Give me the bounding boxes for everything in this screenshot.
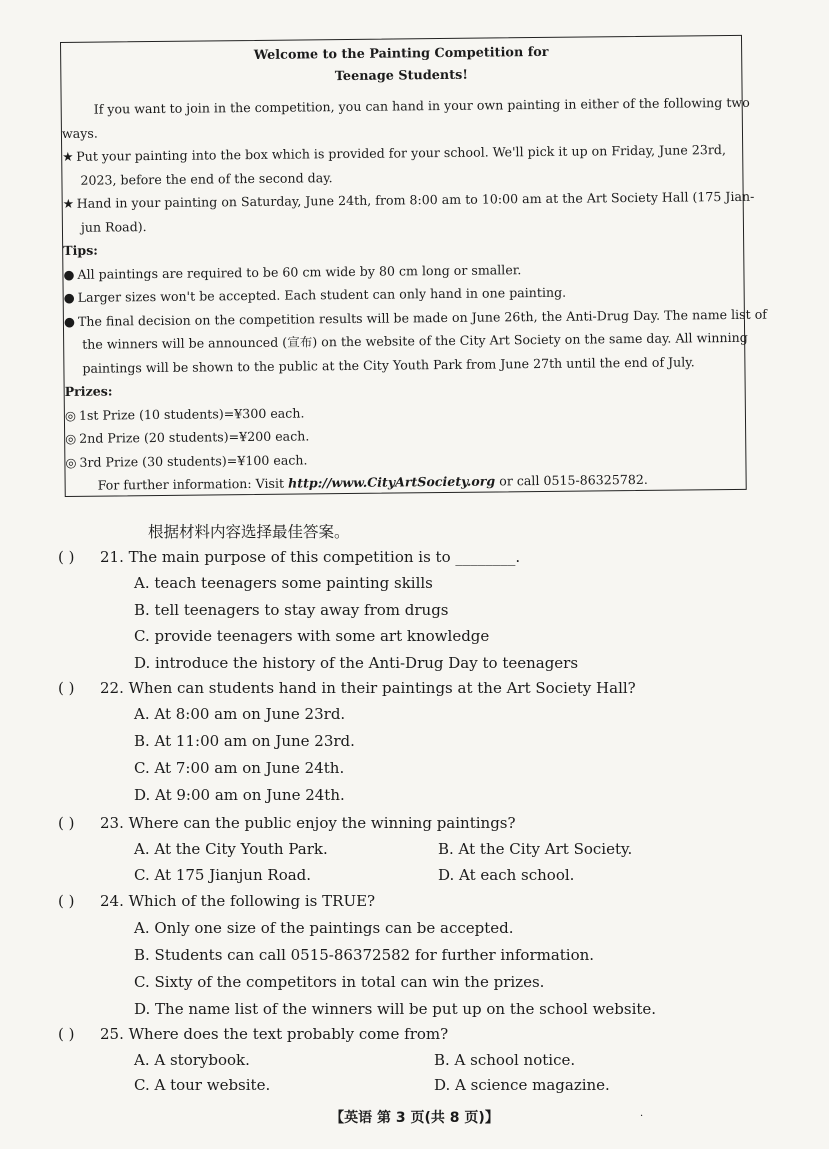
- bullet-icon: ●: [63, 289, 75, 305]
- bullet-icon: ●: [63, 313, 75, 329]
- circle-icon: ◎: [65, 430, 77, 446]
- way2-line2: jun Road).: [80, 218, 147, 235]
- question-stem: 21. The main purpose of this competition is to ________.: [100, 548, 521, 566]
- option-b: B. tell teenagers to stay away from drugs: [134, 601, 449, 619]
- option-c: C. provide teenagers with some art knowledge: [134, 627, 490, 645]
- option-d: D. At each school.: [438, 866, 575, 884]
- question-stem: 24. Which of the following is TRUE?: [100, 892, 376, 910]
- star-icon: ★: [62, 195, 75, 211]
- answer-blank[interactable]: ( ): [58, 892, 75, 910]
- question-stem: 22. When can students hand in their paintings at the Art Society Hall?: [100, 679, 636, 697]
- option-b: B. Students can call 0515-86372582 for further information.: [134, 946, 595, 964]
- option-b: B. At 11:00 am on June 23rd.: [134, 732, 355, 750]
- answer-blank[interactable]: ( ): [58, 814, 75, 832]
- circle-icon: ◎: [64, 407, 76, 423]
- tip3-line1: The final decision on the competition results will be made on June 26th, the Anti-Drug Day. The name list of: [77, 306, 767, 329]
- info-suffix: or call 0515-86325782.: [495, 471, 648, 489]
- option-c: C. At 175 Jianjun Road.: [134, 866, 312, 884]
- option-a: A. Only one size of the paintings can be accepted.: [134, 919, 514, 937]
- answer-blank[interactable]: ( ): [58, 679, 75, 697]
- page-footer: 【英语 第 3 页(共 8 页)】: [330, 1110, 499, 1126]
- way2-line1: Hand in your painting on Saturday, June 24th, from 8:00 am to 10:00 am at the Art Society Hall (175 Jian-: [76, 188, 755, 211]
- prizes-label: Prizes:: [64, 383, 113, 399]
- prize1: 1st Prize (10 students)=¥300 each.: [78, 404, 305, 423]
- instruction: 根据材料内容选择最佳答案。: [148, 523, 350, 541]
- tips-label: Tips:: [63, 242, 98, 258]
- intro-line2: ways.: [61, 125, 98, 141]
- star-icon: ★: [62, 148, 74, 164]
- tip3-line3: paintings will be shown to the public at the City Youth Park from June 27th until the end of July.: [82, 353, 695, 376]
- way1-line2: 2023, before the end of the second day.: [80, 169, 333, 188]
- option-c: C. A tour website.: [134, 1076, 271, 1094]
- info-prefix: For further information: Visit: [97, 475, 289, 493]
- bullet-icon: ●: [63, 266, 75, 282]
- option-d: D. A science magazine.: [434, 1076, 610, 1094]
- option-a: A. At the City Youth Park.: [134, 840, 328, 858]
- tip1: All paintings are required to be 60 cm wide by 80 cm long or smaller.: [77, 261, 522, 282]
- option-a: A. At 8:00 am on June 23rd.: [134, 705, 346, 723]
- option-a: A. teach teenagers some painting skills: [134, 574, 433, 592]
- option-c: C. At 7:00 am on June 24th.: [134, 759, 345, 777]
- prize2: 2nd Prize (20 students)=¥200 each.: [79, 428, 310, 446]
- option-d: D. At 9:00 am on June 24th.: [134, 786, 345, 804]
- footer-dot: ·: [640, 1111, 644, 1122]
- notice-box: [60, 35, 767, 497]
- option-c: C. Sixty of the competitors in total can win the prizes.: [134, 973, 545, 991]
- intro-line1: If you want to join in the competition, you can hand in your own painting in either of the following two: [93, 94, 750, 117]
- prize3: 3rd Prize (30 students)=¥100 each.: [79, 451, 308, 470]
- notice-title-line1: Welcome to the Painting Competition for: [253, 44, 549, 63]
- question-stem: 25. Where does the text probably come from?: [100, 1025, 449, 1043]
- option-a: A. A storybook.: [134, 1051, 250, 1069]
- answer-blank[interactable]: ( ): [58, 1025, 75, 1043]
- way1-line1: Put your painting into the box which is provided for your school. We'll pick it up on Friday, June 23rd,: [76, 142, 727, 164]
- option-d: D. The name list of the winners will be put up on the school website.: [134, 1000, 657, 1018]
- option-b: B. At the City Art Society.: [438, 840, 633, 858]
- notice-title-line2: Teenage Students!: [334, 67, 468, 85]
- answer-blank[interactable]: ( ): [58, 548, 75, 566]
- question-stem: 23. Where can the public enjoy the winning paintings?: [100, 814, 516, 832]
- option-d: D. introduce the history of the Anti-Drug Day to teenagers: [134, 654, 579, 672]
- info-url: http://www.CityArtSociety.org: [287, 473, 496, 491]
- circle-icon: ◎: [65, 454, 77, 470]
- option-b: B. A school notice.: [434, 1051, 576, 1069]
- tip3-line2: the winners will be announced (宣布) on the website of the City Art Society on the same day. All winning: [82, 329, 748, 352]
- tip2: Larger sizes won't be accepted. Each student can only hand in one painting.: [77, 284, 567, 305]
